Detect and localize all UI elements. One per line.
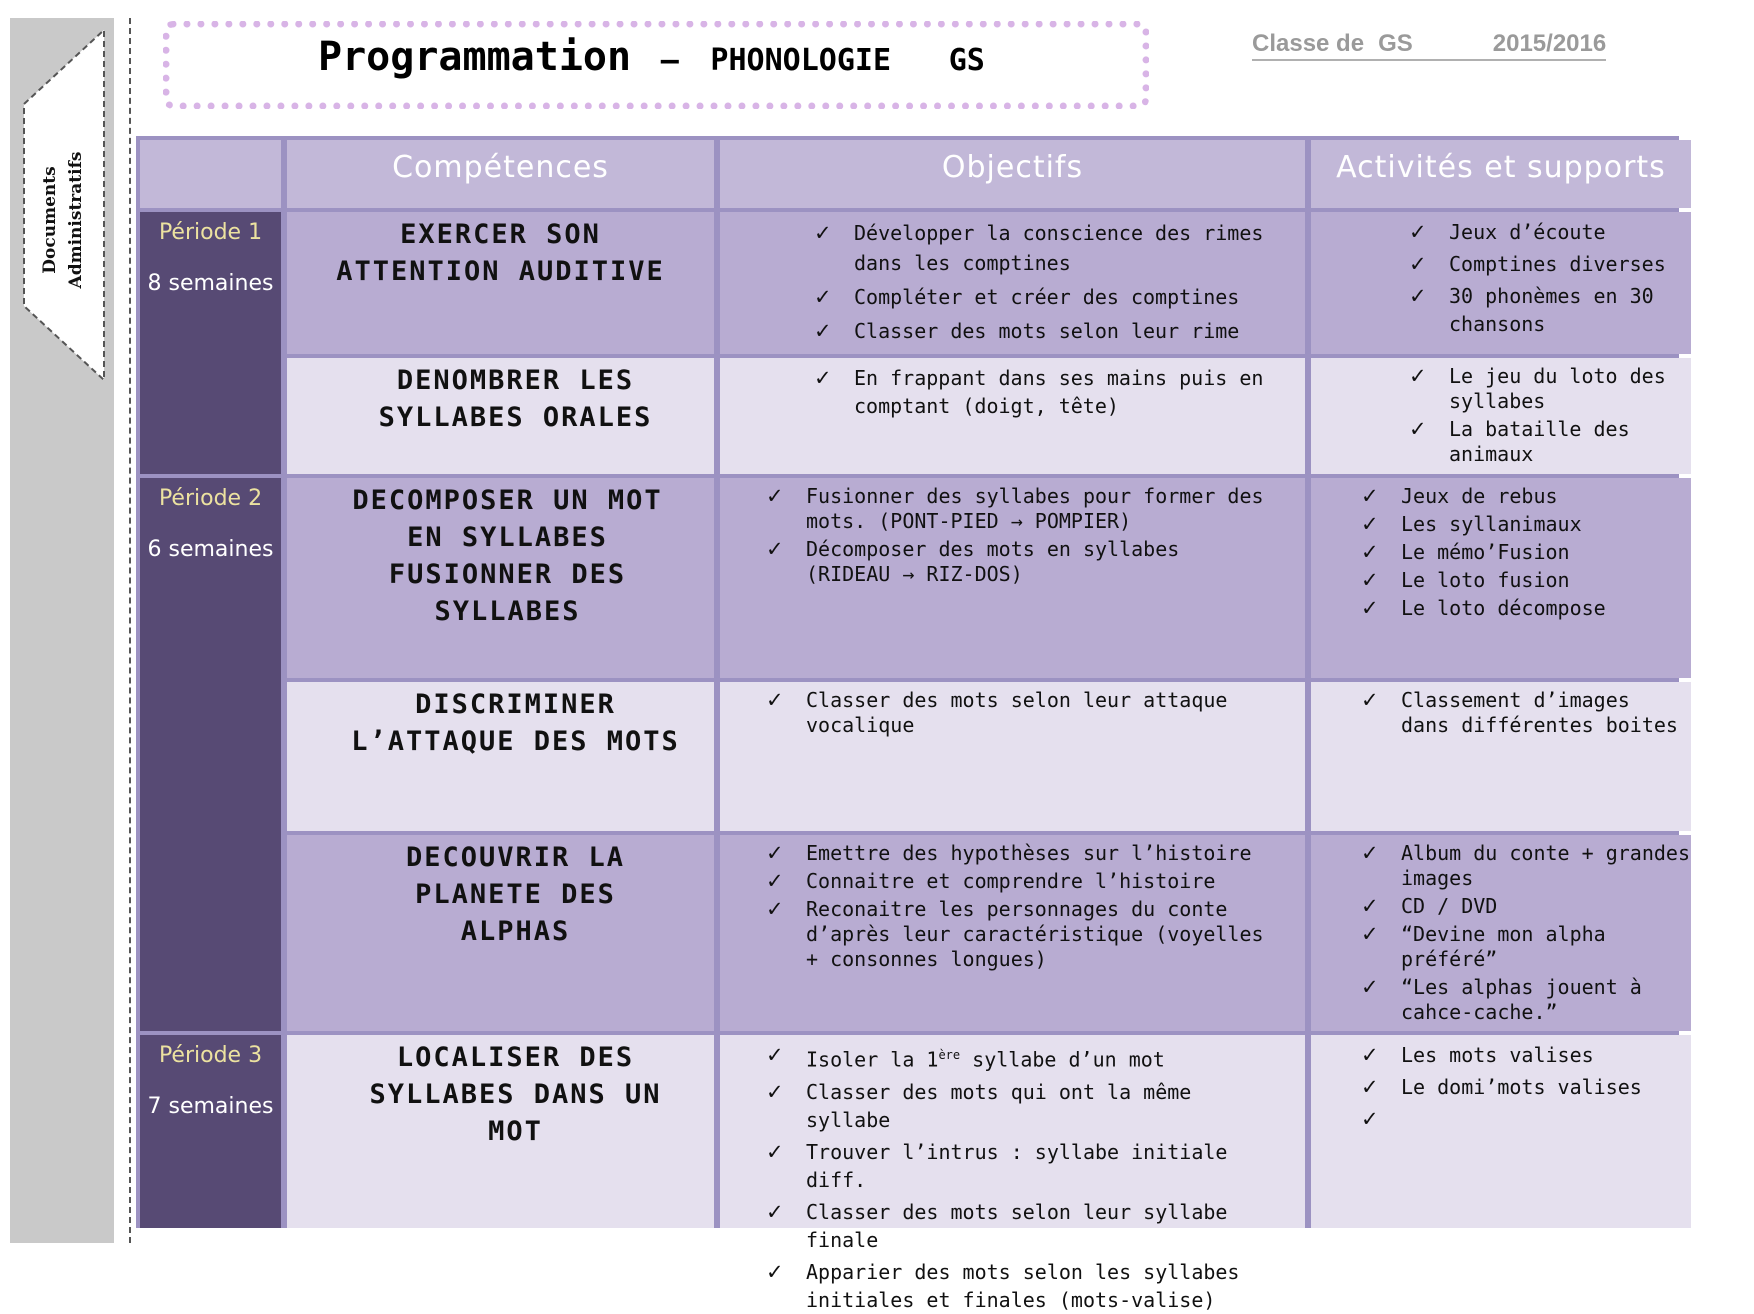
activites-list xyxy=(1409,364,1709,467)
objectif-text: syllabe d’un mot xyxy=(960,1047,1165,1072)
class-level: GS xyxy=(1378,30,1413,57)
competence-line: EXERCER SON xyxy=(400,219,601,250)
activites-list xyxy=(1361,1041,1691,1133)
activites-list xyxy=(1361,484,1691,621)
activite-item: ✓ Le domi’mots valises xyxy=(1361,1073,1691,1101)
title-frame xyxy=(163,21,1149,109)
competence-line: SYLLABES xyxy=(434,596,581,627)
activite-item xyxy=(1361,1105,1691,1133)
header-activites: Activités et supports xyxy=(1311,140,1691,208)
title-dash: – xyxy=(660,43,679,78)
activite-item: ✓ Classement d’images dans différentes boites xyxy=(1361,688,1681,738)
objectifs-row-4 xyxy=(720,682,1305,831)
objectif-text: Isoler la 1 xyxy=(806,1047,939,1072)
competence-line: FUSIONNER DES xyxy=(388,559,627,590)
competence-line: DISCRIMINER xyxy=(415,689,616,720)
objectif-item: ✓ Fusionner des syllabes pour former des mots. (PONT-PIED → POMPIER) xyxy=(766,484,1265,534)
competence-line: L’ATTAQUE DES MOTS xyxy=(351,726,680,757)
objectif-item: ✓ Classer des mots selon leur rime xyxy=(814,316,1285,346)
header-corner xyxy=(140,140,281,208)
activites-row-5 xyxy=(1311,835,1691,1031)
objectifs-list xyxy=(814,364,1285,420)
objectif-item: ✓ Connaitre et comprendre l’histoire xyxy=(766,869,1265,894)
activites-list xyxy=(1361,841,1691,1025)
documents-tab[interactable] xyxy=(20,28,106,382)
activite-item: ✓ Les syllanimaux xyxy=(1361,512,1691,537)
programmation-table xyxy=(136,136,1690,1312)
objectif-item: ✓ Développer la conscience des rimes dans les comptines xyxy=(814,218,1285,278)
competence-row-1 xyxy=(287,212,714,354)
header-competences: Compétences xyxy=(287,140,714,208)
activite-item: ✓ Album du conte + grandes images xyxy=(1361,841,1691,891)
objectifs-row-3 xyxy=(720,478,1305,678)
period-2-weeks: 6 semaines xyxy=(147,537,274,562)
activite-item: ✓ Jeux de rebus xyxy=(1361,484,1691,509)
objectifs-row-5 xyxy=(720,835,1305,1031)
objectifs-row-1 xyxy=(720,212,1305,354)
objectifs-row-6 xyxy=(720,1035,1305,1312)
competence-row-6 xyxy=(287,1035,714,1228)
activite-item: ✓ “Devine mon alpha préféré” xyxy=(1361,922,1691,972)
objectifs-row-2 xyxy=(720,358,1305,474)
activites-row-1 xyxy=(1311,212,1691,354)
objectif-item: ✓ Classer des mots selon leur syllabe finale xyxy=(766,1198,1285,1254)
activites-row-3 xyxy=(1311,478,1691,678)
competence-row-3 xyxy=(287,478,714,678)
activite-item: ✓ Les mots valises xyxy=(1361,1041,1691,1069)
competence-line: DECOUVRIR LA xyxy=(405,842,626,873)
competence-line: SYLLABES DANS UN xyxy=(369,1079,662,1110)
activite-item: ✓ CD / DVD xyxy=(1361,894,1691,919)
competence-line: ATTENTION AUDITIVE xyxy=(336,256,665,287)
header-objectifs: Objectifs xyxy=(720,140,1305,208)
objectif-item: ✓ Trouver l’intrus : syllabe initiale diff. xyxy=(766,1138,1285,1194)
title-main: Programmation xyxy=(318,34,632,80)
competence-row-4 xyxy=(287,682,714,831)
objectifs-list xyxy=(766,841,1265,972)
activite-item: ✓ Le loto fusion xyxy=(1361,568,1691,593)
activite-item: ✓ Comptines diverses xyxy=(1409,250,1681,278)
activites-row-6 xyxy=(1311,1035,1691,1228)
competence-line: SYLLABES ORALES xyxy=(378,402,653,433)
objectif-item: ✓ Classer des mots selon leur attaque vocalique xyxy=(766,688,1245,738)
competence-line: PLANETE DES xyxy=(415,879,616,910)
title-subject: PHONOLOGIE xyxy=(710,43,892,78)
activites-list xyxy=(1361,688,1681,738)
objectif-superscript: ère xyxy=(938,1048,961,1062)
competence-row-2 xyxy=(287,358,714,474)
tab-label-line1: Documents xyxy=(40,166,60,274)
activite-item: ✓ Le jeu du loto des syllabes xyxy=(1409,364,1709,414)
objectif-item: ✓ Décomposer des mots en syllabes (RIDEAU → RIZ-DOS) xyxy=(766,537,1265,587)
tab-label xyxy=(37,152,89,289)
objectif-item: ✓ En frappant dans ses mains puis en comptant (doigt, tête) xyxy=(814,364,1285,420)
school-year: 2015/2016 xyxy=(1492,30,1607,57)
title-level: GS xyxy=(948,43,985,78)
objectifs-list xyxy=(766,1041,1285,1314)
competence-line: LOCALISER DES xyxy=(396,1042,635,1073)
activite-item: ✓ La bataille des animaux xyxy=(1409,417,1709,467)
activite-item: ✓ “Les alphas jouent à cahce-cache.” xyxy=(1361,975,1691,1025)
competence-line: MOT xyxy=(488,1116,543,1147)
objectifs-list xyxy=(766,484,1265,587)
class-label: Classe de xyxy=(1252,30,1365,57)
objectif-item xyxy=(766,1041,1285,1074)
class-info xyxy=(1252,30,1606,61)
activite-item: ✓ Le loto décompose xyxy=(1361,596,1691,621)
activites-row-2 xyxy=(1311,358,1691,474)
competence-line: ALPHAS xyxy=(460,916,571,947)
activites-list xyxy=(1409,218,1681,338)
period-1-name: Période 1 xyxy=(158,220,263,245)
objectif-item: ✓ Classer des mots qui ont la même syllabe xyxy=(766,1078,1285,1134)
activite-item: ✓ 30 phonèmes en 30 chansons xyxy=(1409,282,1681,338)
competence-line: DENOMBRER LES xyxy=(396,365,635,396)
tab-label-line2: Administratifs xyxy=(66,151,86,289)
competence-line: DECOMPOSER UN MOT xyxy=(352,485,663,516)
period-1 xyxy=(140,212,281,474)
objectifs-list xyxy=(814,218,1285,346)
period-2-name: Période 2 xyxy=(158,486,263,511)
competence-line: EN SYLLABES xyxy=(407,522,608,553)
objectif-item: ✓ Emettre des hypothèses sur l’histoire xyxy=(766,841,1265,866)
objectif-item: ✓ Compléter et créer des comptines xyxy=(814,282,1285,312)
activite-item: ✓ Le mémo’Fusion xyxy=(1361,540,1691,565)
period-3-weeks: 7 semaines xyxy=(147,1094,274,1119)
period-2 xyxy=(140,478,281,1031)
objectifs-list xyxy=(766,688,1245,738)
competence-row-5 xyxy=(287,835,714,1031)
objectif-item: ✓ Reconaitre les personnages du conte d’après leur caractéristique (voyelles + consonnes longues) xyxy=(766,897,1265,972)
period-3-name: Période 3 xyxy=(158,1043,263,1068)
activite-item: ✓ Jeux d’écoute xyxy=(1409,218,1681,246)
period-3 xyxy=(140,1035,281,1228)
binder-dashed-line xyxy=(129,18,131,1243)
activites-row-4 xyxy=(1311,682,1691,831)
objectif-item: ✓ Apparier des mots selon les syllabes initiales et finales (mots-valise) xyxy=(766,1258,1285,1314)
period-1-weeks: 8 semaines xyxy=(147,271,274,296)
